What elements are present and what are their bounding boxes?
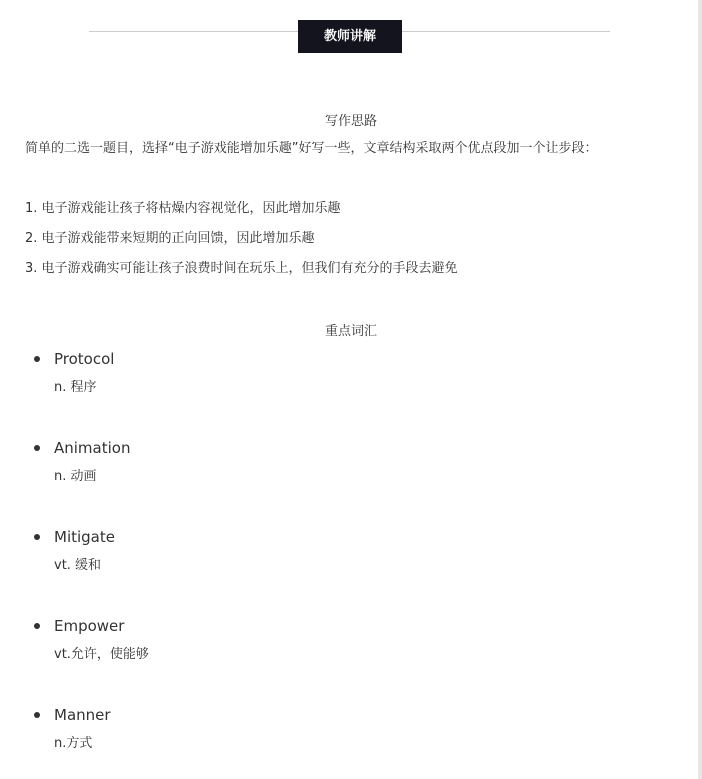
bullet-icon [34, 534, 40, 540]
bullet-icon [34, 356, 40, 362]
writing-point: 3. 电子游戏确实可能让孩子浪费时间在玩乐上，但我们有充分的手段去避免 [25, 261, 458, 276]
vocab-meaning: vt. 缓和 [54, 558, 102, 573]
writing-point: 2. 电子游戏能带来短期的正向回馈，因此增加乐趣 [25, 231, 315, 246]
writing-approach-intro: 简单的二选一题目，选择“电子游戏能增加乐趣”好写一些，文章结构采取两个优点段加一个让步段： [25, 141, 598, 156]
vocab-meaning: n.方式 [54, 736, 93, 751]
vocab-meaning: n. 动画 [54, 469, 97, 484]
vocab-word: Manner [54, 706, 111, 724]
section-header [0, 20, 702, 53]
writing-point: 1. 电子游戏能让孩子将枯燥内容视觉化，因此增加乐趣 [25, 201, 341, 216]
vocab-word: Mitigate [54, 528, 115, 546]
vocab-meaning: n. 程序 [54, 380, 97, 395]
vocabulary-title: 重点词汇 [324, 324, 377, 339]
vocab-meaning: vt.允许，使能够 [54, 647, 149, 662]
writing-approach-title: 写作思路 [324, 114, 377, 129]
bullet-icon [34, 445, 40, 451]
vocab-word: Animation [54, 439, 131, 457]
vocab-word: Empower [54, 617, 125, 635]
bullet-icon [34, 712, 40, 718]
header-badge: 教师讲解 [298, 20, 402, 53]
bullet-icon [34, 623, 40, 629]
vocab-word: Protocol [54, 350, 115, 368]
